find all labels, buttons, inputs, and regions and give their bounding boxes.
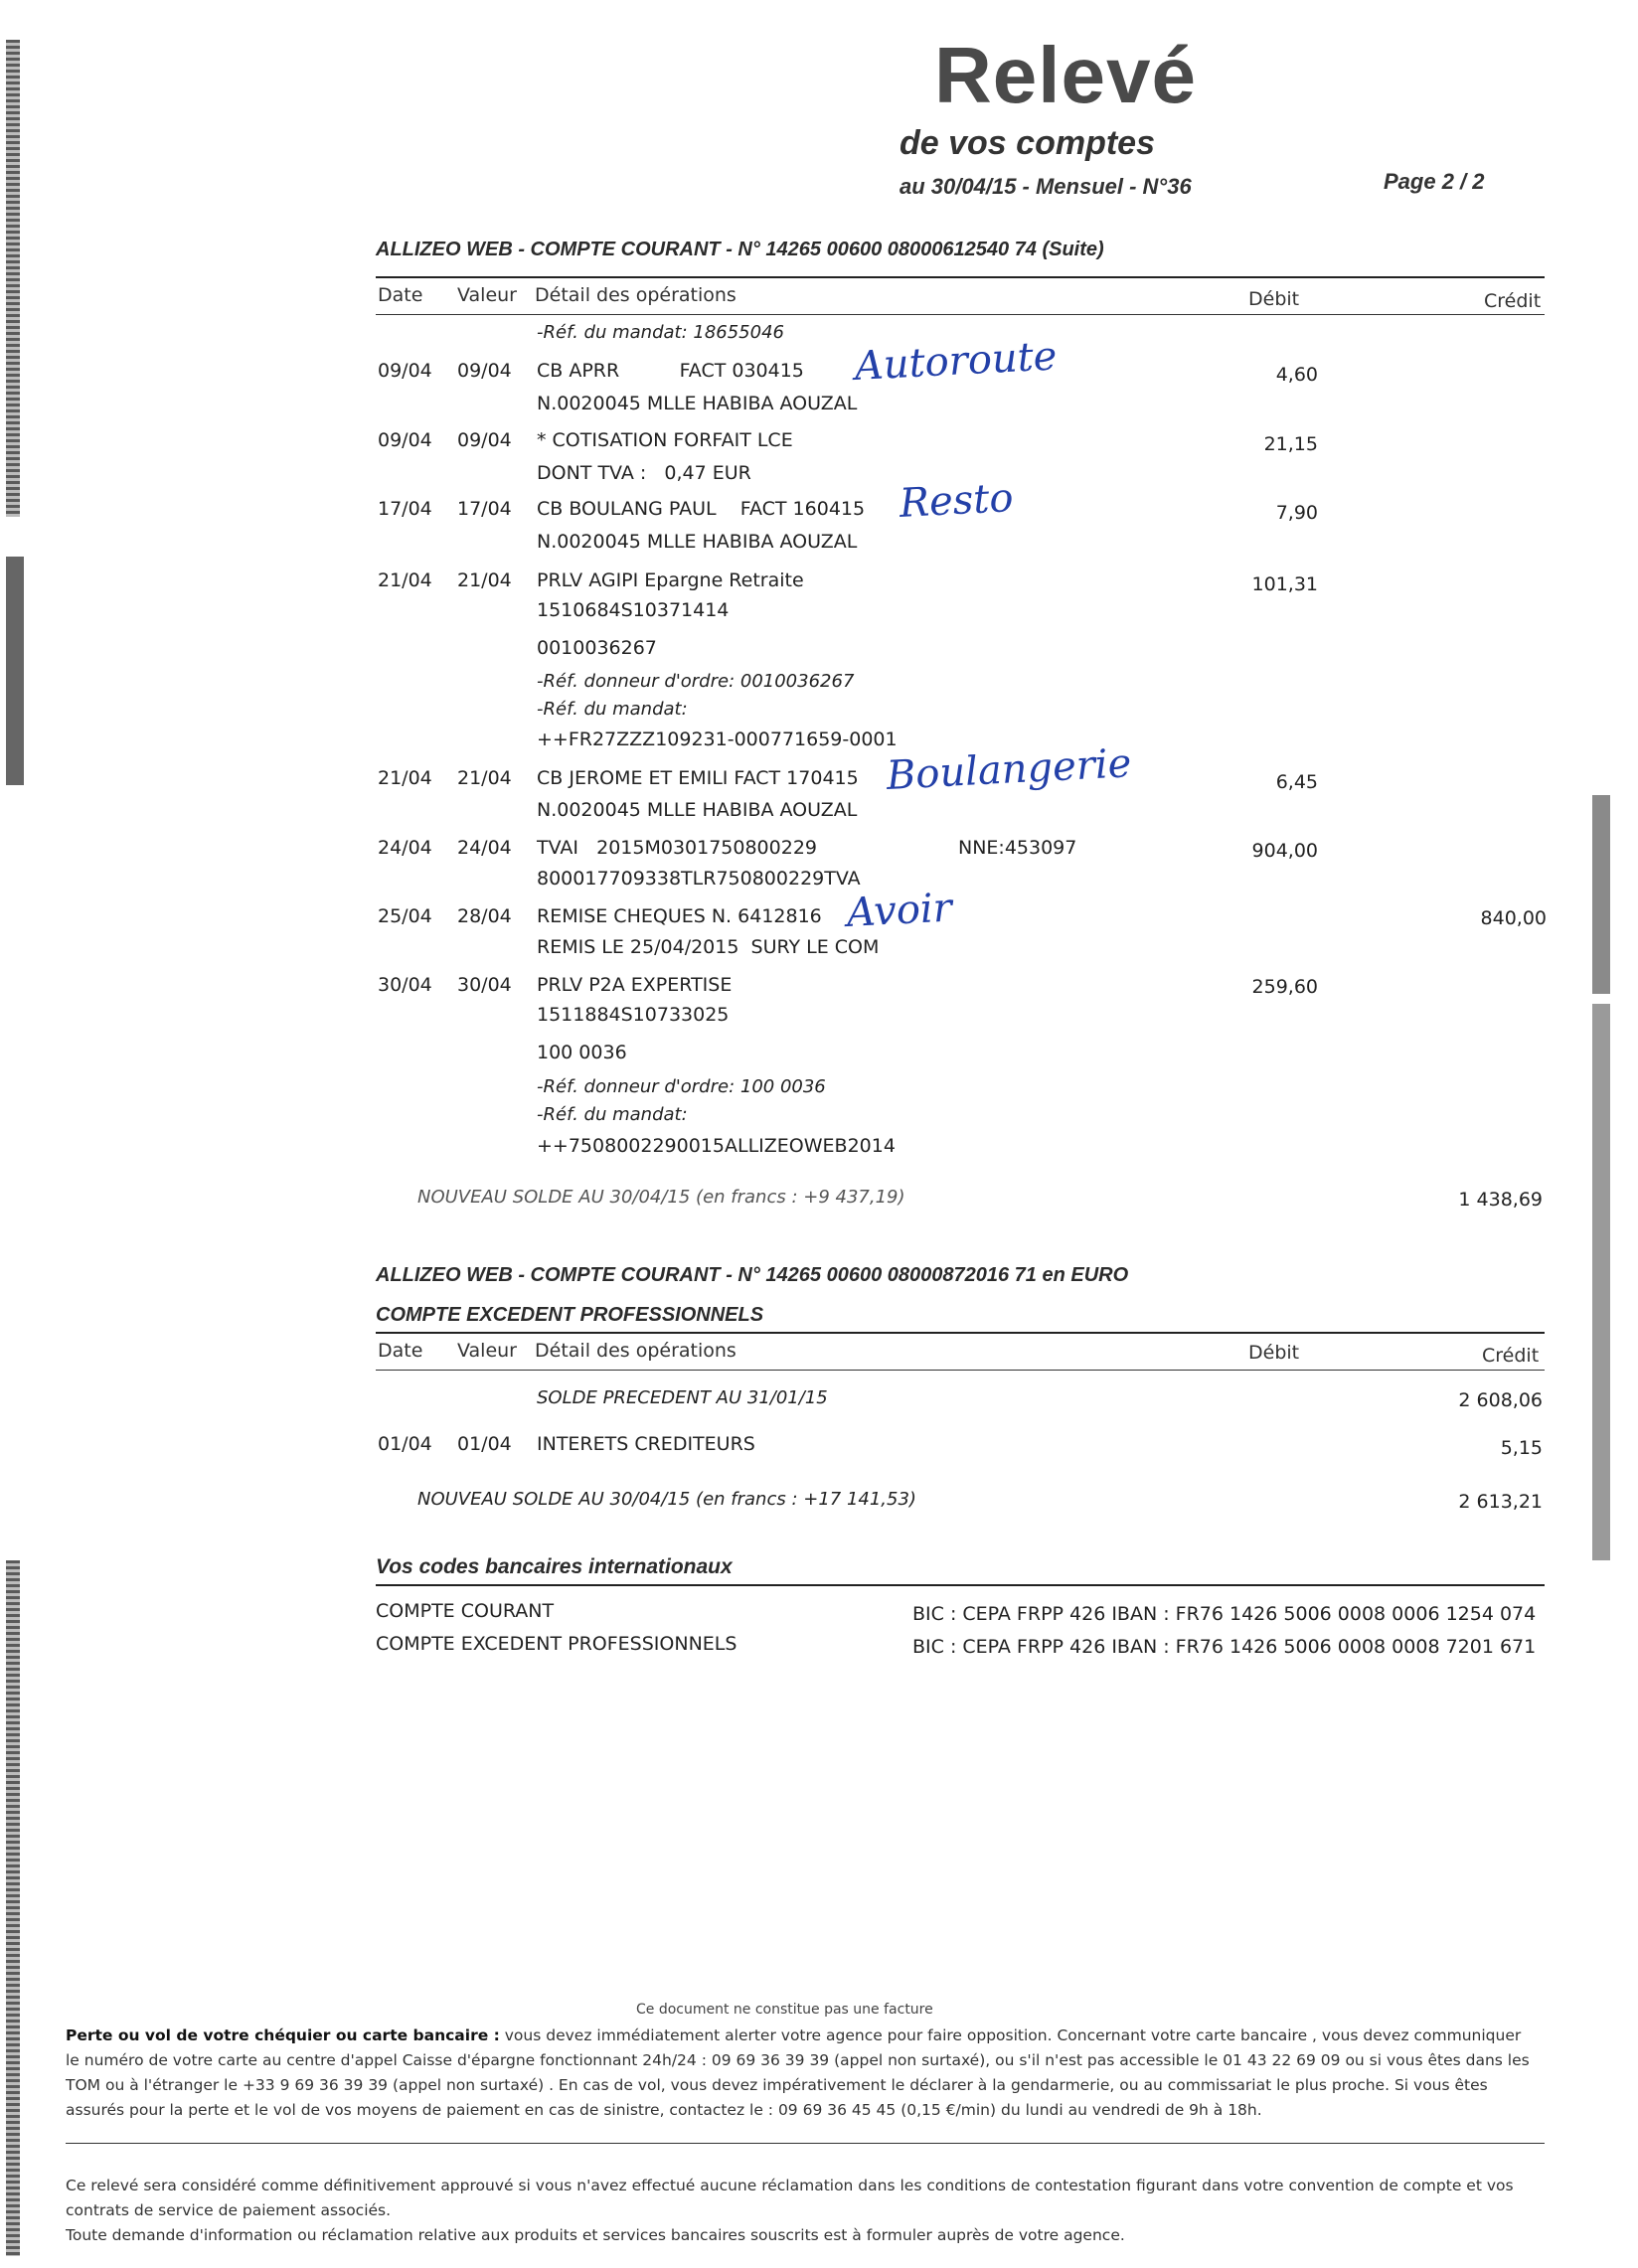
divider bbox=[376, 1584, 1545, 1586]
divider bbox=[66, 2143, 1545, 2144]
op-valeur: 30/04 bbox=[457, 974, 512, 996]
op-ref: -Réf. du mandat: bbox=[537, 1104, 688, 1125]
statement-date: au 30/04/15 - Mensuel - N°36 bbox=[900, 174, 1192, 199]
op-label-detail: DONT TVA : 0,47 EUR bbox=[537, 462, 751, 484]
op-date: 17/04 bbox=[378, 498, 432, 520]
loss-notice-text: vous devez immédiatement alerter votre agence pour faire opposition. Concernant votre carte bancaire , vous devez communiquer le numéro de votre carte au centre d'appel Caisse d'épargne fonctionnant 24h/24 : 09 69 36 39 39 (appel non surtaxé), ou s'il n'est pas accessible le 01 43 22 69 09 ou si vous êtes dans les TOM ou à l'étranger le +33 9 69 36 39 39 (appel non surtaxé) . En cas de vol, vous devez impérativement le déclarer à la gendarmerie, ou au commissariat le plus proche. Si vous êtes assurés pour la perte et le vol de vos moyens de paiement en cas de sinistre, contactez le : 09 69 36 45 45 (0,15 €/min) du lundi au vendredi de 9h à 18h. bbox=[66, 2026, 1530, 2119]
op-ref: -Réf. donneur d'ordre: 0010036267 bbox=[537, 671, 855, 692]
codes-label: COMPTE EXCEDENT PROFESSIONNELS bbox=[376, 1633, 737, 1655]
op-label-detail: 0010036267 bbox=[537, 637, 657, 659]
codes-label: COMPTE COURANT bbox=[376, 1600, 555, 1622]
op-label: CB APRR FACT 030415 bbox=[537, 360, 804, 382]
handwritten-note: Autoroute bbox=[853, 333, 1059, 390]
loss-notice bbox=[66, 2024, 1537, 2123]
account-title: ALLIZEO WEB - COMPTE COURANT - N° 14265 00600 08000612540 74 (Suite) bbox=[376, 239, 1104, 260]
scan-edge-block bbox=[1592, 1004, 1610, 1560]
op-date: 01/04 bbox=[378, 1433, 432, 1455]
col-date: Date bbox=[378, 1340, 423, 1362]
op-debit: 259,60 bbox=[1251, 976, 1318, 998]
op-ref: -Réf. du mandat: bbox=[537, 699, 688, 720]
op-label: PRLV P2A EXPERTISE bbox=[537, 974, 733, 996]
scan-edge-block bbox=[6, 557, 24, 785]
op-date: 21/04 bbox=[378, 569, 432, 591]
page-number: Page 2 / 2 bbox=[1384, 169, 1485, 194]
previous-balance-label: SOLDE PRECEDENT AU 31/01/15 bbox=[537, 1387, 828, 1408]
op-label-detail: 800017709338TLR750800229TVA bbox=[537, 868, 861, 890]
codes-value: BIC : CEPA FRPP 426 IBAN : FR76 1426 5006 0008 0008 7201 671 bbox=[912, 1636, 1537, 1658]
op-date: 21/04 bbox=[378, 767, 432, 789]
op-label-detail: N.0020045 MLLE HABIBA AOUZAL bbox=[537, 393, 858, 414]
op-date: 25/04 bbox=[378, 905, 432, 927]
document-title: Relevé bbox=[934, 31, 1197, 119]
op-debit: 6,45 bbox=[1275, 771, 1318, 793]
op-valeur: 09/04 bbox=[457, 429, 512, 451]
op-credit: 840,00 bbox=[1480, 907, 1547, 929]
op-valeur: 17/04 bbox=[457, 498, 512, 520]
op-label-extra: NNE:453097 bbox=[958, 837, 1077, 859]
op-label-detail: N.0020045 MLLE HABIBA AOUZAL bbox=[537, 799, 858, 821]
handwritten-note: Resto bbox=[898, 475, 1015, 527]
op-valeur: 01/04 bbox=[457, 1433, 512, 1455]
op-valeur: 21/04 bbox=[457, 767, 512, 789]
divider bbox=[376, 1332, 1545, 1334]
mandate-ref: -Réf. du mandat: 18655046 bbox=[537, 322, 784, 343]
col-debit: Débit bbox=[1248, 1342, 1300, 1364]
op-label: CB JEROME ET EMILI FACT 170415 bbox=[537, 767, 859, 789]
account-subtitle: COMPTE EXCEDENT PROFESSIONNELS bbox=[376, 1304, 764, 1326]
op-label: REMISE CHEQUES N. 6412816 bbox=[537, 905, 822, 927]
scan-edge-marks bbox=[6, 40, 20, 517]
col-valeur: Valeur bbox=[457, 1340, 517, 1362]
op-label: CB BOULANG PAUL FACT 160415 bbox=[537, 498, 866, 520]
op-label-detail: 1510684S10371414 bbox=[537, 599, 730, 621]
op-debit: 7,90 bbox=[1275, 502, 1318, 524]
col-debit: Débit bbox=[1248, 288, 1300, 310]
op-label-detail: 100 0036 bbox=[537, 1042, 627, 1063]
requests-notice: Toute demande d'information ou réclamation relative aux produits et services bancaires souscrits est à formuler auprès de votre agence. bbox=[66, 2226, 1125, 2244]
op-debit: 4,60 bbox=[1275, 364, 1318, 386]
new-balance-label: NOUVEAU SOLDE AU 30/04/15 (en francs : +17 141,53) bbox=[417, 1489, 916, 1510]
codes-value: BIC : CEPA FRPP 426 IBAN : FR76 1426 5006 0008 0006 1254 074 bbox=[912, 1603, 1537, 1625]
op-label: TVAI 2015M0301750800229 bbox=[537, 837, 818, 859]
new-balance-amount: 1 438,69 bbox=[1458, 1189, 1543, 1211]
op-valeur: 24/04 bbox=[457, 837, 512, 859]
handwritten-note: Boulangerie bbox=[885, 740, 1133, 799]
not-invoice-note: Ce document ne constitue pas une facture bbox=[636, 2002, 933, 2018]
account-title: ALLIZEO WEB - COMPTE COURANT - N° 14265 00600 08000872016 71 en EURO bbox=[376, 1264, 1129, 1286]
op-valeur: 28/04 bbox=[457, 905, 512, 927]
op-date: 30/04 bbox=[378, 974, 432, 996]
handwritten-note: Avoir bbox=[845, 885, 953, 936]
col-valeur: Valeur bbox=[457, 284, 517, 306]
op-credit: 5,15 bbox=[1500, 1437, 1543, 1459]
new-balance-label: NOUVEAU SOLDE AU 30/04/15 (en francs : +9 437,19) bbox=[417, 1187, 905, 1208]
divider bbox=[376, 314, 1545, 315]
scan-edge-marks bbox=[6, 1560, 20, 2256]
divider bbox=[376, 1370, 1545, 1371]
op-ref: ++FR27ZZZ109231-000771659-0001 bbox=[537, 729, 898, 750]
codes-title: Vos codes bancaires internationaux bbox=[376, 1555, 733, 1578]
op-label: PRLV AGIPI Epargne Retraite bbox=[537, 569, 804, 591]
op-date: 24/04 bbox=[378, 837, 432, 859]
op-label: * COTISATION FORFAIT LCE bbox=[537, 429, 793, 451]
loss-notice-title: Perte ou vol de votre chéquier ou carte bancaire : bbox=[66, 2026, 500, 2044]
op-debit: 904,00 bbox=[1251, 840, 1318, 862]
scan-edge-block bbox=[1592, 795, 1610, 994]
op-debit: 101,31 bbox=[1251, 573, 1318, 595]
col-detail: Détail des opérations bbox=[535, 284, 737, 306]
col-credit: Crédit bbox=[1484, 290, 1542, 312]
op-ref: ++7508002290015ALLIZEOWEB2014 bbox=[537, 1135, 896, 1157]
op-date: 09/04 bbox=[378, 360, 432, 382]
col-date: Date bbox=[378, 284, 423, 306]
document-subtitle: de vos comptes bbox=[900, 124, 1155, 162]
col-detail: Détail des opérations bbox=[535, 1340, 737, 1362]
col-credit: Crédit bbox=[1482, 1345, 1540, 1367]
op-label-detail: REMIS LE 25/04/2015 SURY LE COM bbox=[537, 936, 880, 958]
approval-notice: Ce relevé sera considéré comme définitivement approuvé si vous n'avez effectué aucune réclamation dans les conditions de contestation figurant dans votre convention de compte et vos contrats de service de paiement associés. bbox=[66, 2177, 1514, 2219]
op-debit: 21,15 bbox=[1263, 433, 1318, 455]
op-ref: -Réf. donneur d'ordre: 100 0036 bbox=[537, 1076, 826, 1097]
new-balance-amount: 2 613,21 bbox=[1458, 1491, 1543, 1513]
op-label-detail: N.0020045 MLLE HABIBA AOUZAL bbox=[537, 531, 858, 553]
op-valeur: 21/04 bbox=[457, 569, 512, 591]
previous-balance-amount: 2 608,06 bbox=[1458, 1389, 1543, 1411]
divider bbox=[376, 276, 1545, 278]
op-label: INTERETS CREDITEURS bbox=[537, 1433, 755, 1455]
op-label-detail: 1511884S10733025 bbox=[537, 1004, 730, 1026]
op-date: 09/04 bbox=[378, 429, 432, 451]
op-valeur: 09/04 bbox=[457, 360, 512, 382]
